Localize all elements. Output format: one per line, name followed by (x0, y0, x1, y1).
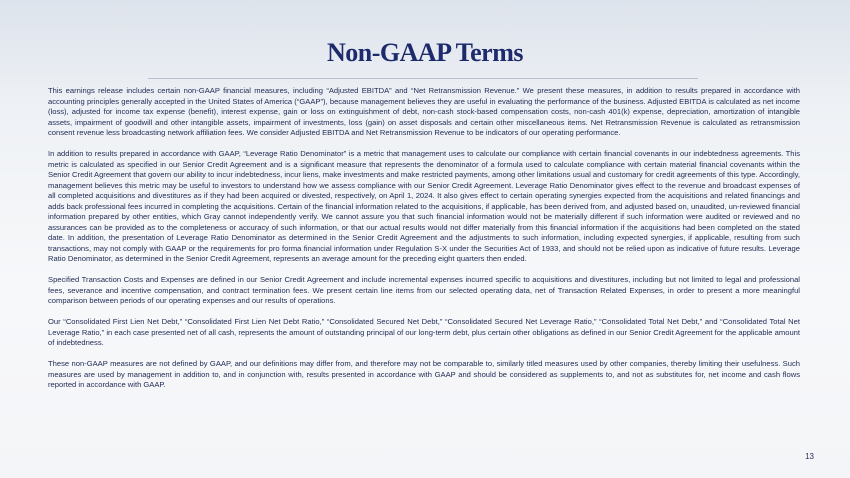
page-number: 13 (805, 452, 814, 461)
paragraph-net-debt: Our “Consolidated First Lien Net Debt,” “Consolidated First Lien Net Debt Ratio,” “Consolidated Secured Net Debt,” “Consolidated Secured Net Leverage Ratio,” “Consolidated Total Net Debt,” and “Consolidated Total Net Leverage Ratio,” in each case presented net of all cash, represents the amount of outstanding principal of our long-term debt, plus certain other obligations as defined in our Senior Credit Agreement for the applicable amount of indebtedness. (48, 317, 800, 347)
paragraph-leverage-ratio: In addition to results prepared in accordance with GAAP, “Leverage Ratio Denominator” is a metric that management uses to calculate our compliance with certain financial covenants in our indebtedness agreements. This metric is calculated as specified in our Senior Credit Agreement and is a significant measure that represents the denominator of a formula used to calculate compliance with certain material financial covenants within the Senior Credit Agreement that govern our ability to incur indebtedness, incur liens, make investments and make restricted payments, among other limitations usual and customary for credit agreements of this type. Accordingly, management believes this metric may be useful to investors to understand how we assess compliance with our Senior Credit Agreement. Leverage Ratio Denominator gives effect to the revenue and broadcast expenses of all completed acquisitions and divestitures as if they had been acquired or divested, respectively, on April 1, 2024. It also gives effect to certain operating synergies expected from the acquisitions and related financings and adds back professional fees incurred in completing the acquisitions. Certain of the financial information related to the acquisitions, if applicable, has been derived from, and adjusted based on, unaudited, un-reviewed financial information prepared by other entities, which Gray cannot independently verify. We cannot assure you that such financial information would not be materially different if such information were audited or reviewed and no assurances can be provided as to the completeness or accuracy of such information, or that our actual results would not differ materially from this financial information if the acquisitions had been completed on the stated date. In addition, the presentation of Leverage Ratio Denominator as determined in the Senior Credit Agreement and the adjustments to such information, including expected synergies, if applicable, resulting from such transactions, may not comply with GAAP or the requirements for pro forma financial information under Regulation S-X under the Securities Act of 1933, and should not be relied upon as indicative of future results. Leverage Ratio Denominator, as determined in the Senior Credit Agreement, represents an average amount for the preceding eight quarters then ended. (48, 149, 801, 263)
paragraph-intro: This earnings release includes certain non-GAAP financial measures, including “Adjusted EBITDA” and “Net Retransmission Revenue.” We present these measures, in addition to results prepared in accordance with accounting principles generally accepted in the United States of America (“GAAP”), because management believes they are useful in evaluating the performance of the business. Adjusted EBITDA is calculated as net income (loss), adjusted for income tax expense (benefit), interest expense, gain or loss on extinguishment of debt, non-cash stock-based compensation costs, non-cash 401(k) expense, depreciation, amortization of intangible assets, impairment of goodwill and other intangible assets, impairment of investments, loss (gain) on asset disposals and certain other miscellaneous items. Net Retransmission Revenue is calculated as retransmission consent revenue less broadcasting network affiliation fees. We consider Adjusted EBITDA and Net Retransmission Revenue to be indicators of our operating performance. (48, 86, 800, 137)
body-text (48, 86, 800, 401)
page-title: Non-GAAP Terms (327, 38, 523, 67)
paragraph-transaction-costs: Specified Transaction Costs and Expenses are defined in our Senior Credit Agreement and include incremental expenses incurred specific to acquisitions and divestitures, including but not limited to legal and professional fees, severance and incentive compensation, and contract termination fees. We present certain line items from our selected operating data, net of Transaction Related Expenses, in order to present a more meaningful comparison between periods of our operating expenses and our results of operations. (48, 275, 800, 305)
title-divider (148, 78, 698, 79)
paragraph-disclaimer: These non-GAAP measures are not defined by GAAP, and our definitions may differ from, and therefore may not be comparable to, similarly titled measures used by other companies, thereby limiting their usefulness. Such measures are used by management in addition to, and in conjunction with, results presented in accordance with GAAP and should be considered as supplements to, and not as substitutes for, net income and cash flows reported in accordance with GAAP. (48, 359, 800, 389)
